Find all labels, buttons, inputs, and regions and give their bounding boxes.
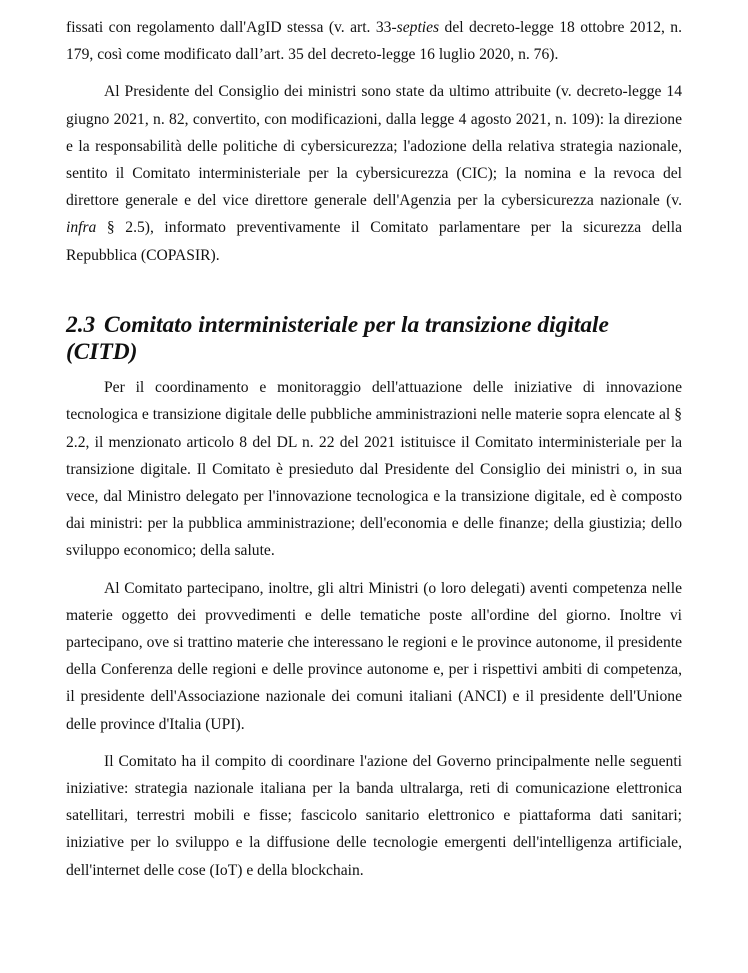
paragraph-citd-participants: Al Comitato partecipano, inoltre, gli altri Ministri (o loro delegati) aventi competenza nelle materie oggetto dei provvedimenti e delle tematiche poste all'ordine del giorno. Inoltre vi partecipano, ove si trattino materie che interessano le regioni e le province autonome, il presidente della Conferenza delle regioni e delle province autonome e, per i rispettivi ambiti di competenza, il presidente dell'Associazione nazionale dei comuni italiani (ANCI) e il presidente dell'Unione delle province d'Italia (UPI).	[66, 579, 682, 733]
section-title: Comitato interministeriale per la transizione digitale (CITD)	[66, 311, 609, 366]
paragraph-italic-text: septies	[396, 19, 440, 36]
paragraph-president-attributions	[66, 78, 682, 268]
paragraph-italic-text: infra	[66, 219, 97, 237]
paragraph-text: Al Presidente del Consiglio dei ministri sono state da ultimo attribuite (v. decreto-legge 14 giugno 2021, n. 82, convertito, con modificazioni, dalla legge 4 agosto 2021, n. 109): la direzione e la responsabilità delle politiche di cybersicurezza; l'adozione della relativa strategia nazionale, sentito il Comitato interministeriale per la cybersicurezza (CIC); la nomina e la revoca del direttore generale e del vice direttore generale dell'Agenzia per la cybersicurezza nazionale (v.	[66, 83, 682, 210]
section-heading	[66, 312, 682, 366]
paragraph-text: del decreto-legge 18 ottobre 2012, n. 179, così come modificato dall’art. 35 del decreto-legge 16 luglio 2020, n. 76).	[66, 19, 682, 64]
paragraph-agid-regulation	[66, 14, 682, 68]
section-number: 2.3	[66, 311, 96, 338]
paragraph-text: fissati con regolamento dall'AgID stessa (v. art. 33-	[66, 19, 397, 36]
document-page	[66, 14, 682, 884]
paragraph-citd-tasks: Il Comitato ha il compito di coordinare l'azione del Governo principalmente nelle seguenti iniziative: strategia nazionale italiana per la banda ultralarga, reti di comunicazione elettronica satellitari, terrestri mobili e fisse; fascicolo sanitario elettronico e piattaforma dati sanitari; iniziative per lo sviluppo e la diffusione delle tecnologie emergenti dell'intelligenza artificiale, dell'internet delle cose (IoT) e della blockchain.	[66, 752, 682, 879]
paragraph-text: § 2.5), informato preventivamente il Comitato parlamentare per la sicurezza della Repubblica (COPASIR).	[66, 219, 682, 264]
paragraph-citd-coordination: Per il coordinamento e monitoraggio dell'attuazione delle iniziative di innovazione tecnologica e transizione digitale delle pubbliche amministrazioni nelle materie sopra elencate al § 2.2, il menzionato articolo 8 del DL n. 22 del 2021 istituisce il Comitato interministeriale per la transizione digitale. Il Comitato è presieduto dal Presidente del Consiglio dei ministri o, in sua vece, dal Ministro delegato per l'innovazione tecnologica e la transizione digitale, ed è composto dai ministri: per la pubblica amministrazione; dell'economia e delle finanze; della giustizia; dello sviluppo economico; della salute.	[66, 379, 682, 560]
